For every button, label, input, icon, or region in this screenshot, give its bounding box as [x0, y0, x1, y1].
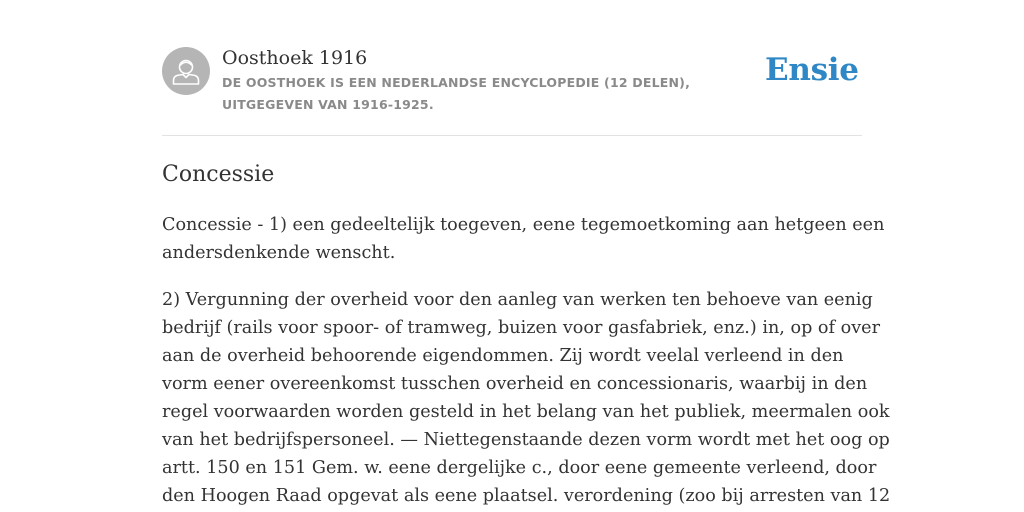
source-avatar[interactable] — [162, 47, 210, 95]
paragraph-line: Concessie - 1) een gedeeltelijk toegeven, eene tegemoetkoming aan hetgeen een — [162, 215, 885, 235]
paragraph-line: den Hoogen Raad opgevat als eene plaatsel. verordening (zoo bij arresten van 12 — [162, 486, 891, 506]
paragraph-line: bedrijf (rails voor spoor- of tramweg, buizen voor gasfabriek, enz.) in, op of over — [162, 318, 880, 338]
source-title[interactable]: Oosthoek 1916 — [222, 47, 368, 69]
paragraph-line: 2) Vergunning der overheid voor den aanleg van werken ten behoeve van eenig — [162, 290, 873, 310]
article-paragraph-1 — [162, 211, 885, 267]
article-content — [162, 158, 891, 512]
paragraph-line: vorm eener overeenkomst tusschen overheid en concessionaris, waarbij in den — [162, 374, 868, 394]
paragraph-line: aan de overheid behoorende eigendommen. Zij wordt veelal verleend in den — [162, 346, 844, 366]
source-header — [162, 0, 862, 136]
source-description: DE OOSTHOEK IS EEN NEDERLANDSE ENCYCLOPEDIE (12 DELEN), UITGEGEVEN VAN 1916-1925. — [222, 75, 691, 112]
article-paragraph-2 — [162, 286, 891, 510]
paragraph-line: regel voorwaarden worden gesteld in het belang van het publiek, meermalen ook — [162, 402, 890, 422]
user-silhouette-icon — [162, 47, 210, 95]
paragraph-line: artt. 150 en 151 Gem. w. eene dergelijke c., door eene gemeente verleend, door — [162, 458, 877, 478]
paragraph-line: van het bedrijfspersoneel. — Niettegenstaande dezen vorm wordt met het oog op — [162, 430, 890, 450]
paragraph-line: andersdenkende wenscht. — [162, 243, 396, 263]
article-title: Concessie — [162, 162, 275, 187]
ensie-logo[interactable]: Ensie — [765, 52, 859, 88]
